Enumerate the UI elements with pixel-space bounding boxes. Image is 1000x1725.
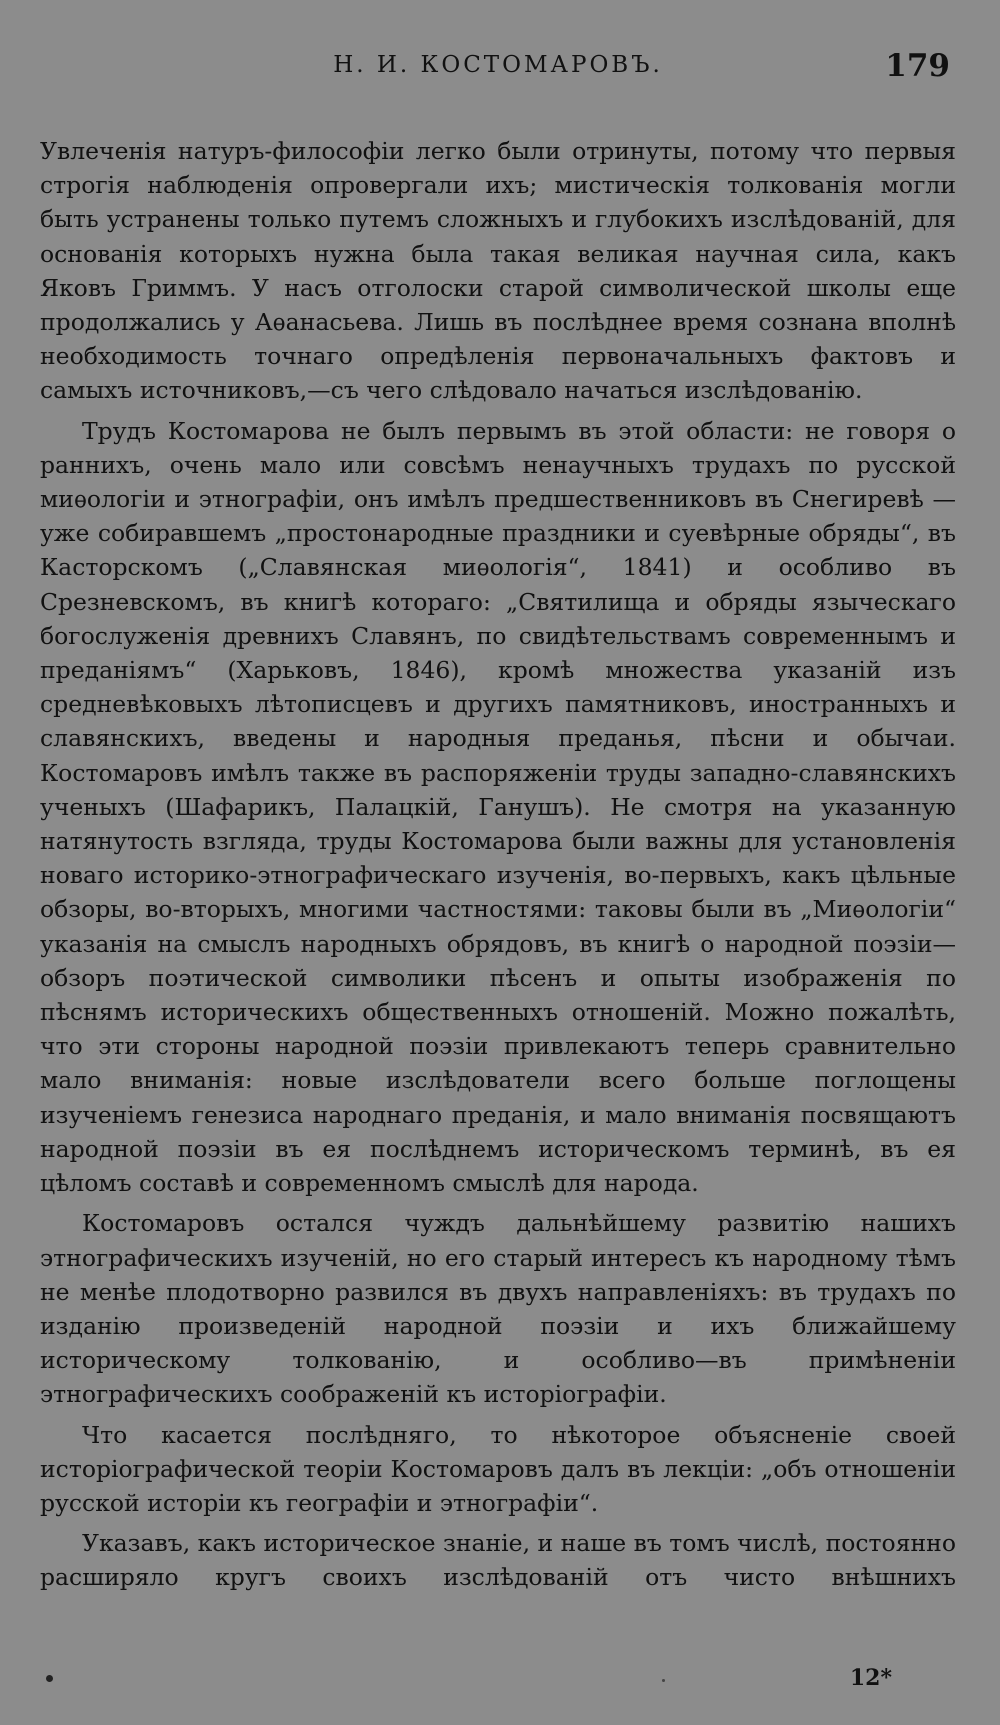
paragraph-2: Трудъ Костомарова не былъ первымъ въ этой области: не говоря о раннихъ, очень мало или совсѣмъ ненаучныхъ трудахъ по русской миѳологіи и этнографіи, онъ имѣлъ предшественниковъ въ Снегиревѣ —уже собиравшемъ „простонародные праздники и суевѣрные обряды“, въ Касторскомъ („Славянская миѳологія“, 1841) и особливо въ Срезневскомъ, въ книгѣ котораго: „Святилища и обряды языческаго богослуженія древнихъ Славянъ, по свидѣтельствамъ современнымъ и преданіямъ“ (Харьковъ, 1846), кромѣ множества указаній изъ средневѣковыхъ лѣтописцевъ и другихъ памятниковъ, иностранныхъ и славянскихъ, введены и народныя преданья, пѣсни и обычаи. Костомаровъ имѣлъ также въ распоряженіи труды западно-славянскихъ ученыхъ (Шафарикъ, Палацкій, Ганушъ). Не смотря на указанную натянутость взгляда, труды Костомарова были важны для установленія новаго историко-этнографическаго изученія, во-первыхъ, какъ цѣльные обзоры, во-вторыхъ, многими частностями: таковы были въ „Миѳологіи“ указанія на смыслъ народныхъ обрядовъ, въ книгѣ о народной поэзіи—обзоръ поэтической символики пѣсенъ и опыты изображенія по пѣснямъ историческихъ общественныхъ отношеній. Можно пожалѣть, что эти стороны народной поэзіи привлекаютъ теперь сравнительно мало вниманія: новые изслѣдователи всего больше поглощены изученіемъ генезиса народнаго преданія, и мало вниманія посвящаютъ народной поэзіи въ ея послѣднемъ историческомъ терминѣ, въ ея цѣломъ составѣ и современномъ смыслѣ для народа. (40, 416, 956, 1198)
page-footer (40, 1665, 956, 1695)
running-title: Н. И. КОСТОМАРОВЪ. (333, 52, 663, 78)
footer-dot-mark (46, 1675, 53, 1682)
paragraph-5: Указавъ, какъ историческое знаніе, и наше въ томъ числѣ, постоянно расширяло кругъ своихъ изслѣдованій отъ чисто внѣшнихъ (40, 1529, 956, 1592)
page-number: 179 (885, 48, 950, 84)
running-header (40, 48, 956, 92)
signature-mark: 12* (849, 1665, 892, 1691)
paragraph-1: Увлеченія натуръ-философіи легко были отринуты, потому что первыя строгія наблюденія опровергали ихъ; мистическія толкованія могли быть устранены только путемъ сложныхъ и глубокихъ изслѣдованій, для основанія которыхъ нужна была такая великая научная сила, какъ Яковъ Гриммъ. У насъ отголоски старой символической школы еще продолжались у Аѳанасьева. Лишь въ послѣднее время сознана вполнѣ необходимость точнаго опредѣленія первоначальныхъ фактовъ и самыхъ источниковъ,—съ чего слѣдовало начаться изслѣдованію. (40, 137, 956, 405)
paragraph-4: Что касается послѣдняго, то нѣкоторое объясненіе своей исторіографической теоріи Костомаровъ далъ въ лекціи: „объ отношеніи русской исторіи къ географіи и этнографіи“. (40, 1420, 956, 1517)
paragraph-3: Костомаровъ остался чуждъ дальнѣйшему развитію нашихъ этнографическихъ изученій, но его старый интересъ къ народному тѣмъ не менѣе плодотворно развился въ двухъ направленіяхъ: въ трудахъ по изданію произведеній народной поэзіи и ихъ ближайшему историческому толкованію, и особливо—въ примѣненіи этнографическихъ соображеній къ исторіографіи. (40, 1209, 956, 1409)
footer-speck-mark (662, 1679, 665, 1682)
body-text (40, 134, 956, 1595)
